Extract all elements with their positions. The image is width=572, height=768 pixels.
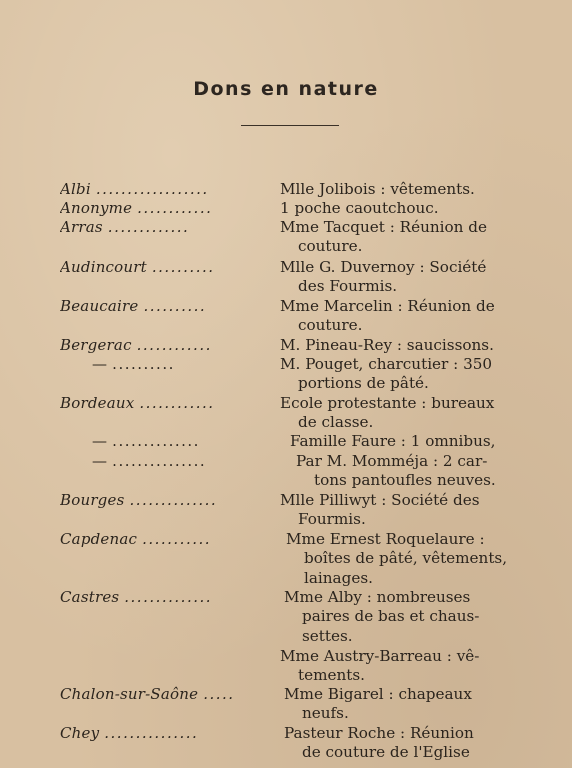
donation-description	[284, 588, 534, 646]
place-name	[60, 530, 275, 549]
place-label: Arras	[60, 218, 103, 236]
description-line: Mme Austry-Barreau : vê-	[280, 647, 480, 665]
donation-description	[284, 685, 534, 724]
dot-leader: ............	[139, 394, 215, 412]
place-name	[60, 588, 275, 607]
dot-leader: ..............	[124, 588, 213, 606]
page-title: Dons en nature	[193, 78, 379, 100]
dot-leader: .............	[107, 218, 190, 236]
description-line: lainages.	[304, 568, 373, 587]
description-line: Pasteur Roche : Réunion	[284, 724, 474, 742]
description-line: Ecole protestante : bureaux	[280, 394, 495, 412]
place-label: Beaucaire	[60, 297, 139, 315]
dot-leader: ..........	[143, 297, 207, 315]
donation-description	[280, 218, 530, 257]
donation-description	[280, 297, 530, 336]
dot-leader: .....	[203, 685, 235, 703]
description-line: 1 poche caoutchouc.	[280, 199, 439, 217]
dot-leader: ..............	[112, 432, 200, 450]
place-label: Anonyme	[60, 199, 133, 217]
description-line: Mme Ernest Roquelaure :	[286, 530, 485, 548]
place-name	[60, 491, 275, 510]
dot-leader: ...........	[142, 530, 212, 548]
donation-description	[280, 355, 530, 394]
donation-description	[290, 432, 540, 451]
description-line: portions de pâté.	[298, 374, 429, 393]
donation-description	[280, 336, 530, 355]
dot-leader: ..........	[151, 258, 215, 276]
description-line: Mme Alby : nombreuses	[284, 588, 471, 606]
dot-leader: ..........	[112, 355, 175, 373]
description-line: M. Pouget, charcutier : 350	[280, 355, 493, 373]
place-label: Bergerac	[60, 336, 132, 354]
description-line: M. Pineau-Rey : saucissons.	[280, 336, 494, 354]
description-line: Mlle Jolibois : vêtements.	[280, 180, 475, 198]
description-line: settes.	[302, 626, 353, 645]
description-line: Famille Faure : 1 omnibus,	[290, 432, 496, 450]
description-line: Mme Bigarel : chapeaux	[284, 685, 472, 703]
place-label: Albi	[60, 180, 91, 198]
description-line: boîtes de pâté, vêtements,	[304, 549, 508, 568]
place-name	[60, 724, 275, 743]
place-name	[92, 432, 307, 451]
dot-leader: ............	[137, 199, 213, 217]
description-line: Fourmis.	[298, 510, 366, 529]
donation-description	[280, 258, 530, 297]
title-rule	[241, 125, 339, 126]
dot-leader: ..................	[95, 180, 209, 198]
place-name	[92, 355, 307, 374]
place-label: Audincourt	[60, 258, 147, 276]
description-line: paires de bas et chaus-	[302, 607, 480, 626]
donation-description	[280, 180, 530, 199]
place-name	[60, 685, 275, 704]
place-name	[60, 336, 275, 355]
place-label: Bordeaux	[60, 394, 135, 412]
place-label: Capdenac	[60, 530, 138, 548]
description-line: des Fourmis.	[298, 277, 398, 296]
place-label: Chey	[60, 724, 100, 742]
dot-leader: ...............	[104, 724, 199, 742]
description-line: de couture de l'Eglise	[302, 743, 470, 762]
place-name	[92, 452, 307, 471]
description-line: Mme Marcelin : Réunion de	[280, 297, 495, 315]
dot-leader: ............	[136, 336, 212, 354]
place-label: Castres	[60, 588, 120, 606]
description-line: Mme Tacquet : Réunion de	[280, 218, 487, 236]
place-name	[60, 258, 275, 277]
description-line: neufs.	[302, 704, 349, 723]
donation-description	[280, 394, 530, 433]
description-line: Par M. Momméja : 2 car-	[296, 452, 488, 470]
place-name	[60, 199, 275, 218]
place-name	[60, 218, 275, 237]
place-label: —	[92, 355, 108, 373]
place-name	[60, 297, 275, 316]
description-line: tons pantoufles neuves.	[314, 471, 496, 490]
place-label: —	[92, 452, 108, 470]
description-line: couture.	[298, 237, 363, 256]
place-label: Chalon-sur-Saône	[60, 685, 199, 703]
place-label: Bourges	[60, 491, 125, 509]
description-line: couture.	[298, 316, 363, 335]
dot-leader: ..............	[129, 491, 218, 509]
donation-description	[284, 724, 534, 763]
place-name	[60, 394, 275, 413]
donation-description	[280, 199, 530, 218]
donation-description	[280, 647, 530, 686]
description-line: tements.	[298, 666, 365, 685]
description-line: Mlle G. Duvernoy : Société	[280, 258, 487, 276]
description-line: de classe.	[298, 413, 374, 432]
donation-description	[286, 530, 536, 588]
place-label: —	[92, 432, 108, 450]
description-line: Mlle Pilliwyt : Société des	[280, 491, 480, 509]
place-name	[60, 180, 275, 199]
donation-description	[296, 452, 546, 491]
donation-description	[280, 491, 530, 530]
dot-leader: ...............	[112, 452, 207, 470]
